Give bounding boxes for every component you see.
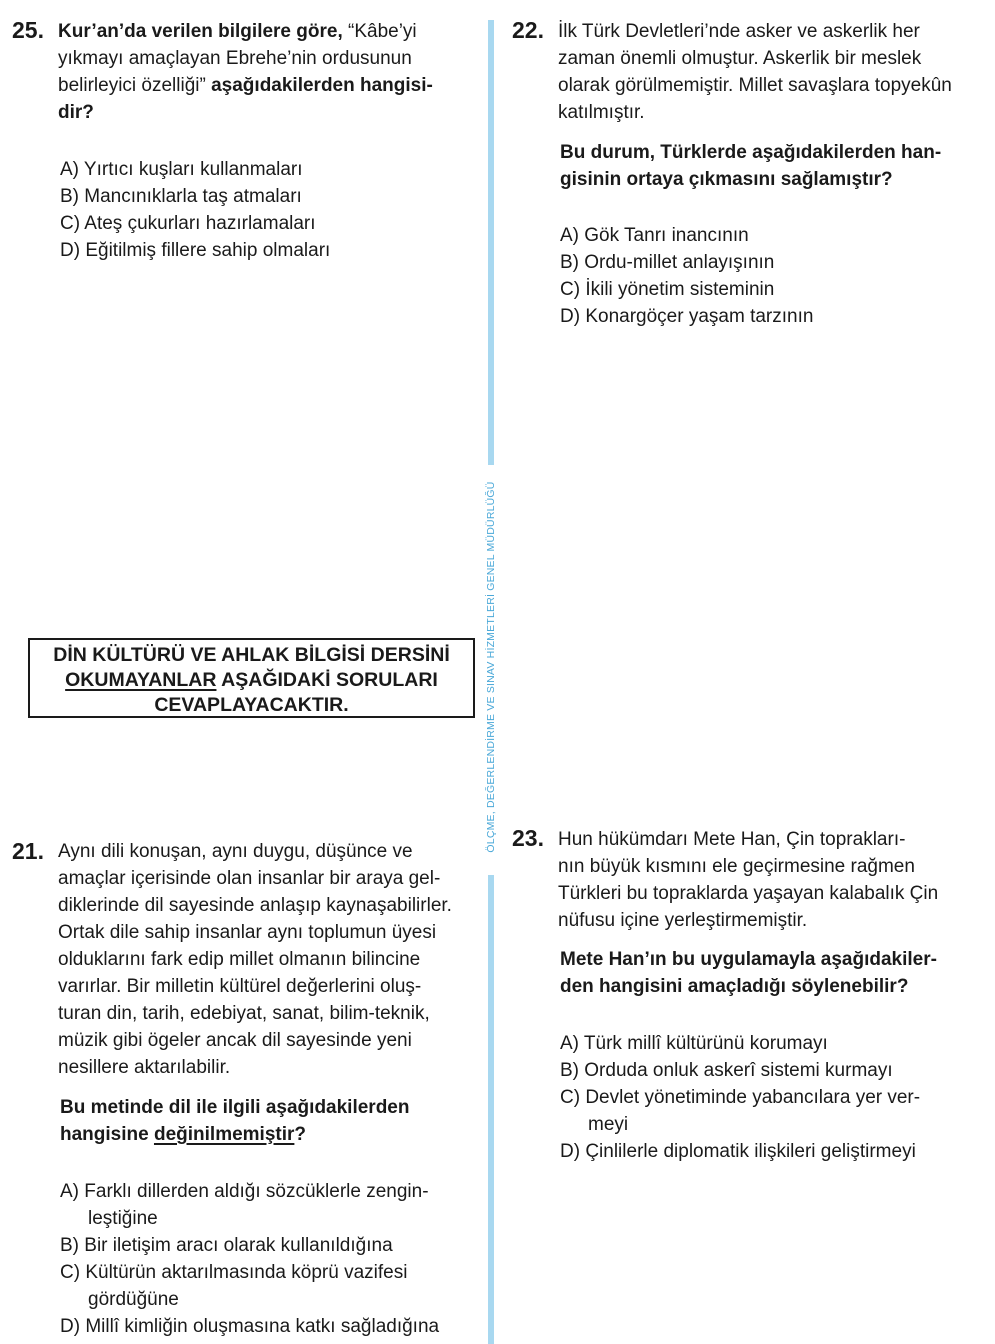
q21-text-line: amaçlar içerisinde olan insanlar bir araya gel- bbox=[58, 868, 441, 889]
q22-option-c[interactable]: C) İkili yönetim sisteminin bbox=[560, 279, 775, 300]
q22-option-b[interactable]: B) Ordu-millet anlayışının bbox=[560, 252, 775, 273]
q21-text-line: Aynı dili konuşan, aynı duygu, düşünce ve bbox=[58, 841, 413, 862]
q23-question bbox=[560, 946, 937, 1000]
q23-option-c-cont: meyi bbox=[588, 1114, 629, 1135]
q22-options bbox=[560, 222, 813, 330]
q21-options bbox=[60, 1178, 439, 1340]
q21-question-pre: hangisine bbox=[60, 1124, 154, 1145]
q25-stem-bold: Kur’an’da verilen bilgilere göre, bbox=[58, 21, 343, 42]
q22-question-line: Bu durum, Türklerde aşağıdakilerden han- bbox=[560, 142, 942, 163]
q21-text-line: olduklarını fark edip millet olmanın bilincine bbox=[58, 949, 421, 970]
q25-option-d[interactable]: D) Eğitilmiş fillere sahip olmaları bbox=[60, 240, 331, 261]
side-publisher-label: ÖLÇME, DEĞERLENDİRME VE SINAV HİZMETLERİ GENEL MÜDÜRLÜĞÜ bbox=[485, 481, 497, 853]
q21-text-line: Ortak dile sahip insanlar aynı toplumun üyesi bbox=[58, 922, 437, 943]
q25-option-a[interactable]: A) Yırtıcı kuşları kullanmaları bbox=[60, 159, 303, 180]
q21-question-underlined: değinilmemiştir bbox=[153, 1124, 295, 1145]
q25-stem-line4: dir? bbox=[58, 102, 94, 123]
q23-question-line: Mete Han’ın bu uygulamayla aşağıdakiler- bbox=[560, 949, 937, 970]
column-divider-bottom bbox=[488, 875, 494, 1344]
q25-stem-line2: yıkmayı amaçlayan Ebrehe’nin ordusunun bbox=[58, 48, 412, 69]
q21-text-line: turan din, tarih, edebiyat, sanat, bilim-teknik, bbox=[58, 1003, 430, 1024]
q23-text bbox=[558, 826, 938, 934]
q25-stem bbox=[58, 18, 433, 126]
q22-text-line: İlk Türk Devletleri’nde asker ve askerlik her bbox=[558, 21, 920, 42]
q25-options bbox=[60, 156, 330, 264]
notice-underlined: OKUMAYANLAR bbox=[65, 669, 217, 691]
q23-number: 23. bbox=[512, 825, 544, 851]
q22-text-line: katılmıştır. bbox=[558, 102, 645, 123]
q21-option-c-cont: gördüğüne bbox=[88, 1289, 179, 1310]
q21-question bbox=[60, 1094, 409, 1148]
q21-option-c[interactable]: C) Kültürün aktarılmasında köprü vazifesi bbox=[60, 1262, 408, 1283]
q23-option-d[interactable]: D) Çinlilerle diplomatik ilişkileri geliştirmeyi bbox=[560, 1141, 916, 1162]
q21-number: 21. bbox=[12, 838, 44, 864]
q21-option-b[interactable]: B) Bir iletişim aracı olarak kullanıldığına bbox=[60, 1235, 393, 1256]
q23-options bbox=[560, 1030, 920, 1165]
q21-option-a[interactable]: A) Farklı dillerden aldığı sözcüklerle zengin- bbox=[60, 1181, 429, 1202]
notice-box bbox=[28, 638, 475, 718]
q23-text-line: Hun hükümdarı Mete Han, Çin toprakları- bbox=[558, 829, 906, 850]
notice-line1: DİN KÜLTÜRÜ VE AHLAK BİLGİSİ DERSİNİ bbox=[53, 644, 450, 666]
q25-stem-line3: belirleyici özelliği” bbox=[58, 75, 212, 96]
q23-text-line: Türkleri bu topraklarda yaşayan kalabalık Çin bbox=[558, 883, 939, 904]
q25-option-b[interactable]: B) Mancınıklarla taş atmaları bbox=[60, 186, 302, 207]
q21-text bbox=[58, 838, 452, 1081]
q22-number: 22. bbox=[512, 17, 544, 43]
q22-text-line: olarak görülmemiştir. Millet savaşlara topyekûn bbox=[558, 75, 952, 96]
q23-text-line: nın büyük kısmını ele geçirmesine rağmen bbox=[558, 856, 915, 877]
q21-text-line: nesillere aktarılabilir. bbox=[58, 1057, 231, 1078]
q22-text bbox=[558, 18, 952, 126]
q21-text-line: varırlar. Bir milletin kültürel değerlerini oluş- bbox=[58, 976, 422, 997]
q25-stem-rest: “Kâbe’yi bbox=[342, 21, 417, 42]
q25-option-c[interactable]: C) Ateş çukurları hazırlamaları bbox=[60, 213, 316, 234]
q21-option-d[interactable]: D) Millî kimliğin oluşmasına katkı sağladığına bbox=[60, 1316, 440, 1337]
q23-option-a[interactable]: A) Türk millî kültürünü korumayı bbox=[560, 1033, 828, 1054]
q22-text-line: zaman önemli olmuştur. Askerlik bir meslek bbox=[558, 48, 922, 69]
q25-stem-line3-bold: aşağıdakilerden hangisi- bbox=[211, 75, 433, 96]
q23-question-line: den hangisini amaçladığı söylenebilir? bbox=[560, 976, 909, 997]
q22-question bbox=[560, 139, 941, 193]
q21-question-post: ? bbox=[294, 1124, 306, 1145]
notice-line3: CEVAPLAYACAKTIR. bbox=[154, 694, 349, 716]
column-divider-top bbox=[488, 20, 494, 465]
notice-line2: AŞAĞIDAKİ SORULARI bbox=[216, 669, 438, 691]
q21-option-a-cont: leştiğine bbox=[88, 1208, 158, 1229]
q21-text-line: diklerinde dil sayesinde anlaşıp kaynaşabilirler. bbox=[58, 895, 452, 916]
q23-text-line: nüfusu içine yerleştirmemiştir. bbox=[558, 910, 808, 931]
q23-option-b[interactable]: B) Orduda onluk askerî sistemi kurmayı bbox=[560, 1060, 893, 1081]
q22-option-d[interactable]: D) Konargöçer yaşam tarzının bbox=[560, 306, 814, 327]
q21-question-line1: Bu metinde dil ile ilgili aşağıdakilerden bbox=[60, 1097, 410, 1118]
q22-option-a[interactable]: A) Gök Tanrı inancının bbox=[560, 225, 749, 246]
q22-question-line: gisinin ortaya çıkmasını sağlamıştır? bbox=[560, 169, 893, 190]
q25-number: 25. bbox=[12, 17, 44, 43]
q21-text-line: müzik gibi ögeler ancak dil sayesinde yeni bbox=[58, 1030, 412, 1051]
q23-option-c[interactable]: C) Devlet yönetiminde yabancılara yer ver- bbox=[560, 1087, 921, 1108]
